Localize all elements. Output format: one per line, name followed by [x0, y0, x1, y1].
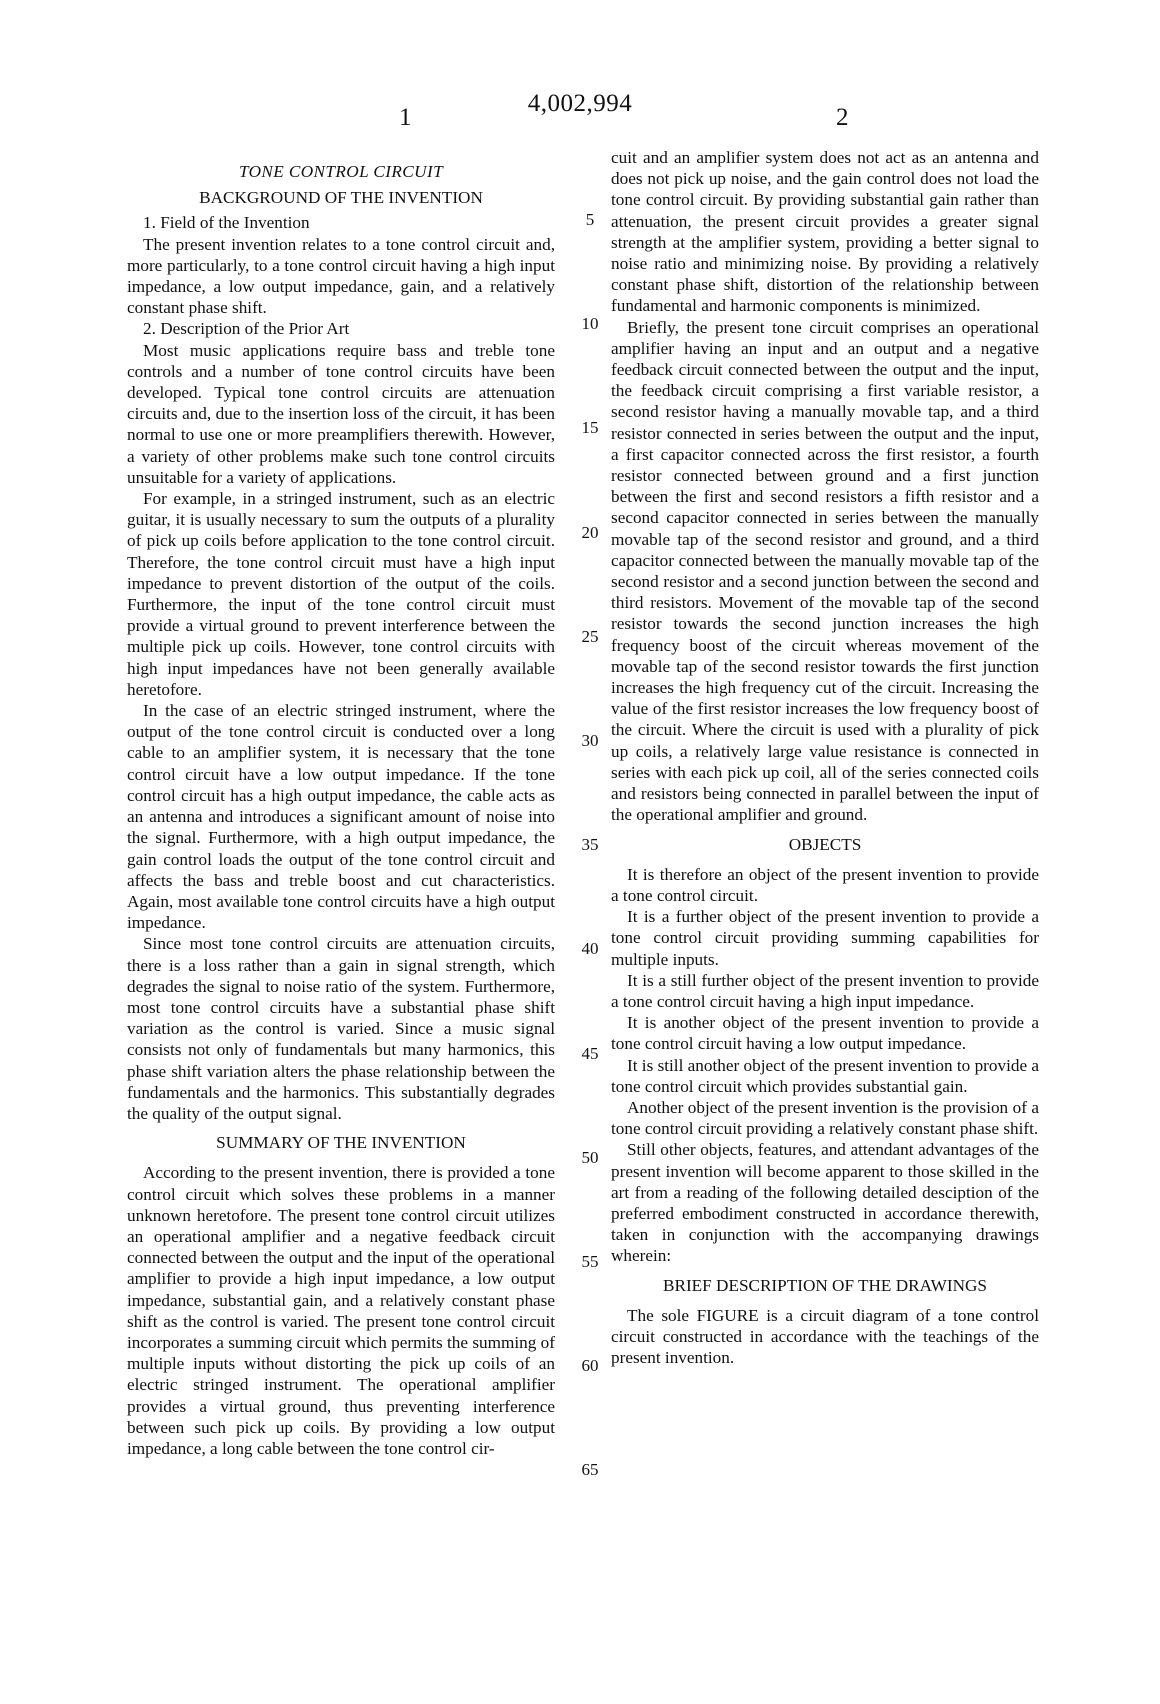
objects-paragraph: It is a still further object of the present invention to provide a tone control circuit having a high input impedance. — [611, 970, 1039, 1011]
field-paragraph: The present invention relates to a tone control circuit and, more particularly, to a tone control circuit having a high input impedance, a low output impedance, gain, and a relatively constant phase shift. — [127, 234, 555, 318]
summary-heading: SUMMARY OF THE INVENTION — [216, 1133, 466, 1153]
line-number: 50 — [581, 1147, 599, 1167]
prior-art-paragraph: In the case of an electric stringed instrument, where the output of the tone control circuit is conducted over a long cable to an amplifier system, it is necessary that the tone control circuit have a low output impedance. If the tone control circuit has a high output impedance, the cable acts as an antenna and introduces a significant amount of noise into the signal. Furthermore, with a high output impedance, the gain control loads the output of the tone control circuit and affects the bass and treble boost and cut characteristics. Again, most available tone control circuits have a high output impedance. — [127, 701, 555, 933]
objects-paragraph: It is another object of the present invention to provide a tone control circuit having a low output impedance. — [611, 1013, 1039, 1054]
left-page-number: 1 — [399, 104, 412, 131]
line-number: 35 — [581, 835, 599, 855]
objects-paragraph: It is a further object of the present invention to provide a tone control circuit providing summing capabilities for multiple inputs. — [611, 907, 1039, 969]
objects-paragraph: Another object of the present invention is the provision of a tone control circuit providing a relatively constant phase shift. — [611, 1097, 1039, 1139]
line-number: 65 — [581, 1460, 599, 1480]
document-title: TONE CONTROL CIRCUIT — [238, 162, 444, 181]
objects-paragraph: It is therefore an object of the present invention to provide a tone control circuit. — [611, 864, 1039, 905]
drawings-heading: BRIEF DESCRIPTION OF THE DRAWINGS — [663, 1275, 987, 1295]
prior-art-heading: 2. Description of the Prior Art — [143, 319, 350, 339]
continuation-paragraph: cuit and an amplifier system does not act as an antenna and does not pick up noise, and the gain control does not load the tone control circuit. By providing substantial gain rather than attenuation, the present circuit provides a greater signal strength at the amplifier system, providing a better signal to noise ratio and minimizing noise. By providing a relatively constant phase shift, distortion of the relationship between fundamental and harmonic components is minimized. — [611, 148, 1039, 316]
line-number-gutter — [576, 0, 604, 1704]
background-heading: BACKGROUND OF THE INVENTION — [199, 188, 483, 208]
line-number: 10 — [581, 314, 599, 334]
line-number: 45 — [581, 1043, 599, 1063]
right-page-number: 2 — [836, 104, 849, 131]
line-number: 55 — [581, 1252, 599, 1271]
line-number: 20 — [581, 522, 599, 542]
line-number: 25 — [581, 626, 599, 646]
objects-paragraph: It is still another object of the present invention to provide a tone control circuit which provides substantial gain. — [611, 1055, 1039, 1096]
objects-paragraph: Still other objects, features, and attendant advantages of the present invention will become apparent to those skilled in the art from a reading of the following detailed desciption of the preferred embodiment constructed in accordance therewith, taken in conjunction with the accompanying drawings wherein: — [611, 1140, 1039, 1266]
prior-art-paragraph: Since most tone control circuits are attenuation circuits, there is a loss rather than a gain in signal strength, which degrades the signal to noise ratio of the system. Furthermore, most tone control circuits have a substantial phase shift variation as the control is varied. Since a music signal consists not only of fundamentals but many harmonics, this phase shift variation alters the phase relationship between the fundamentals and the harmonics. This substantially degrades the quality of the output signal. — [127, 934, 555, 1123]
drawings-paragraph: The sole FIGURE is a circuit diagram of a tone control circuit constructed in accordance with the teachings of the present invention. — [611, 1305, 1039, 1368]
prior-art-paragraph: Most music applications require bass and treble tone controls and a number of tone control circuits have been developed. Typical tone control circuits are attenuation circuits and, due to the insertion loss of the circuit, it has been normal to use one or more preamplifiers therewith. However, a variety of other problems make such tone control circuits unsuitable for a variety of applications. — [127, 340, 555, 487]
line-number: 40 — [581, 939, 599, 959]
patent-number: 4,002,994 — [527, 90, 633, 117]
right-column — [611, 147, 1039, 1368]
line-number: 15 — [581, 418, 599, 438]
left-column — [127, 147, 555, 1459]
line-number: 5 — [585, 210, 595, 229]
field-heading: 1. Field of the Invention — [143, 213, 310, 233]
line-number: 30 — [581, 731, 599, 750]
objects-heading: OBJECTS — [788, 834, 862, 854]
prior-art-paragraph: For example, in a stringed instrument, such as an electric guitar, it is usually necessary to sum the outputs of a plurality of pick up coils before application to the tone control circuit. Therefore, the tone control circuit must have a high input impedance to prevent distortion of the output of the coils. Furthermore, the input of the tone control circuit must provide a virtual ground to prevent interference between the multiple pick up coils. However, tone control circuits with high input impedances have not been generally available heretofore. — [127, 489, 555, 699]
summary-paragraph: According to the present invention, there is provided a tone control circuit which solves these problems in a manner unknown heretofore. The present tone control circuit utilizes an operational amplifier and a negative feedback circuit connected between the output and the input of the operational amplifier to provide a high input impedance, a low output impedance, substantial gain, and a relatively constant phase shift as the control is varied. The present tone control circuit incorporates a summing circuit which permits the summing of multiple inputs without distorting the pick up coils of an electric stringed instrument. The operational amplifier provides a virtual ground, thus preventing interference between such pick up coils. By providing a low output impedance, a long cable between the tone control cir- — [127, 1163, 555, 1458]
briefly-paragraph: Briefly, the present tone circuit comprises an operational amplifier having an input and an output and a negative feedback circuit connected between the output and the input, the feedback circuit comprising a first variable resistor, a second resistor having a manually movable tap, and a third resistor connected in series between the output and the input, a first capacitor connected across the first resistor, a fourth resistor connected between ground and a first junction between the first and second resistors a fifth resistor and a second capacitor connected in series between the manually movable tap of the second resistor and ground, and a third capacitor connected between the manually movable tap of the second resistor and a second junction between the second and third resistors. Movement of the movable tap of the second resistor towards the second junction increases the high frequency boost of the circuit whereas movement of the movable tap of the second resistor towards the first junction increases the high frequency cut of the circuit. Increasing the value of the first resistor increases the low frequency boost of the circuit. Where the circuit is used with a plurality of pick up coils, a relatively large value resistance is connected in series with each pick up coil, all of the series connected coils and resistors being connected in parallel between the input of the operational amplifier and ground. — [611, 317, 1039, 825]
line-number: 60 — [581, 1356, 599, 1376]
